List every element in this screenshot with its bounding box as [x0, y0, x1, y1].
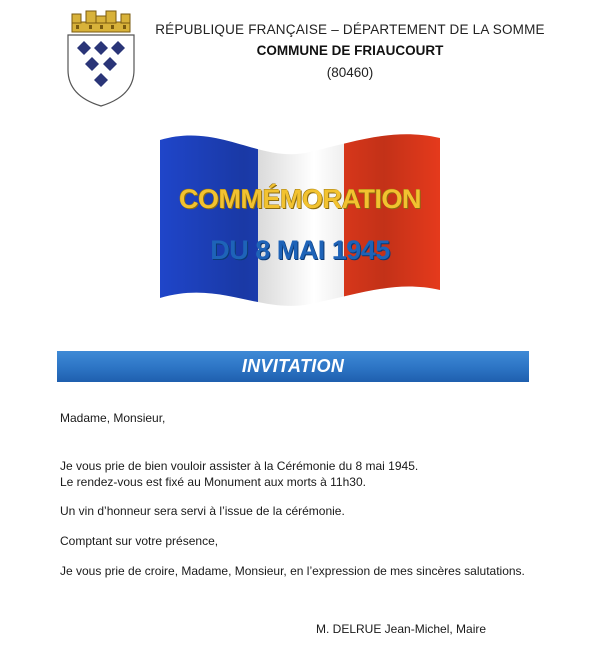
header-commune: COMMUNE DE FRIAUCOURT [256, 43, 444, 58]
title-commemoration: COMMÉMORATION [179, 184, 421, 214]
title-date: DU 8 MAI 1945 [210, 235, 390, 265]
letter-paragraph-2: Un vin d’honneur sera servi à l’issue de la cérémonie. [60, 504, 345, 518]
header [150, 20, 550, 84]
invitation-banner: INVITATION [57, 351, 529, 382]
header-republic: RÉPUBLIQUE FRANÇAISE – DÉPARTEMENT DE LA SOMME [155, 22, 545, 37]
letter-paragraph-3: Comptant sur votre présence, [60, 534, 219, 548]
letter-salutation: Madame, Monsieur, [60, 411, 166, 425]
signature: M. DELRUE Jean-Michel, Maire [316, 622, 487, 636]
coat-of-arms-logo [64, 8, 138, 108]
letter-paragraph-1-line-2: Le rendez-vous est fixé au Monument aux morts à 11h30. [60, 475, 366, 489]
header-postcode: (80460) [326, 65, 374, 80]
letter-paragraph-4: Je vous prie de croire, Madame, Monsieur, en l’expression de mes sincères salutations. [60, 564, 525, 578]
letter-paragraph-1-line-1: Je vous prie de bien vouloir assister à la Cérémonie du 8 mai 1945. [60, 459, 419, 473]
french-flag-image [160, 130, 440, 306]
